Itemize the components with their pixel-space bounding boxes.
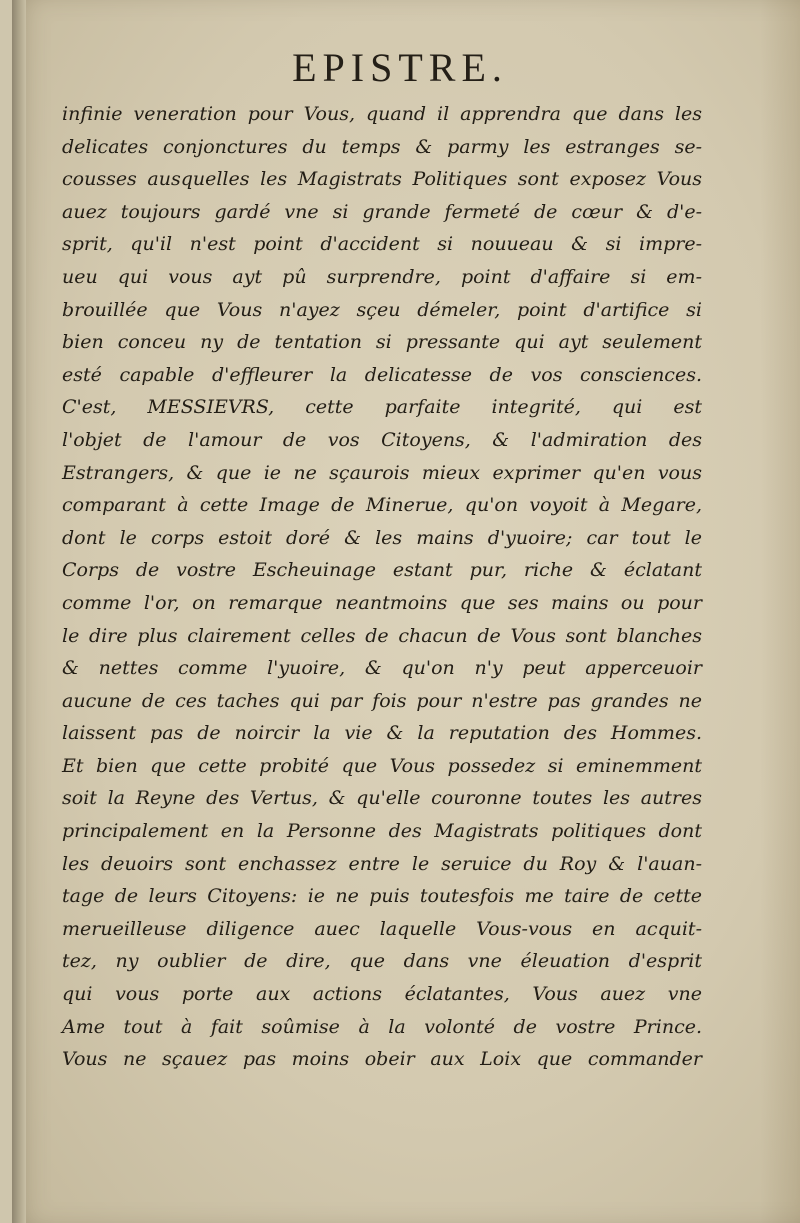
text-line: comme l'or, on remarque neantmoins que ses mains ou pour <box>62 591 702 614</box>
text-line: qui vous porte aux actions éclatantes, Vous auez vne <box>62 983 702 1006</box>
text-line: soit la Reyne des Vertus, & qu'elle couronne toutes les autres <box>62 787 702 810</box>
page-heading: EPISTRE. <box>292 45 508 90</box>
text-line: aucune de ces taches qui par fois pour n'estre pas grandes ne <box>62 689 702 712</box>
page-edge-shade <box>760 0 800 1223</box>
text-line: merueilleuse diligence auec laquelle Vous-vous en acquit- <box>62 917 702 940</box>
text-line: & nettes comme l'yuoire, & qu'on n'y peut apperceuoir <box>62 657 702 680</box>
text-line: Estrangers, & que ie ne sçaurois mieux exprimer qu'en vous <box>62 461 702 484</box>
text-line: le dire plus clairement celles de chacun de Vous sont blanches <box>62 624 702 647</box>
text-line: sprit, qu'il n'est point d'accident si nouueau & si impre- <box>62 233 702 256</box>
book-spine-shadow <box>12 0 26 1223</box>
text-line: les deuoirs sont enchassez entre le seruice du Roy & l'auan- <box>62 852 702 875</box>
text-line: brouillée que Vous n'ayez sçeu démeler, point d'artifice si <box>62 298 702 321</box>
text-line: principalement en la Personne des Magistrats politiques dont <box>62 820 702 843</box>
text-line: comparant à cette Image de Minerue, qu'on voyoit à Megare, <box>62 494 702 517</box>
text-line: auez toujours gardé vne si grande fermeté de cœur & d'e- <box>62 200 702 223</box>
text-line: esté capable d'effleurer la delicatesse de vos consciences. <box>62 363 702 386</box>
text-line: dont le corps estoit doré & les mains d'yuoire; car tout le <box>62 526 702 549</box>
text-line: laissent pas de noircir la vie & la reputation des Hommes. <box>62 722 702 745</box>
text-line: infinie veneration pour Vous, quand il apprendra que dans les <box>62 103 702 125</box>
text-line: cousses ausquelles les Magistrats Politiques sont exposez Vous <box>62 168 702 191</box>
text-line: Et bien que cette probité que Vous possedez si eminemment <box>62 754 702 777</box>
text-line: delicates conjonctures du temps & parmy les estranges se- <box>62 135 702 158</box>
text-line: tage de leurs Citoyens: ie ne puis toutesfois me taire de cette <box>62 885 702 908</box>
page-text <box>62 98 702 1076</box>
text-line: tez, ny oublier de dire, que dans vne éleuation d'esprit <box>62 950 702 973</box>
text-line: Corps de vostre Escheuinage estant pur, riche & éclatant <box>62 559 702 582</box>
text-line: Vous ne sçauez pas moins obeir aux Loix que commander <box>62 1048 702 1071</box>
text-line: Ame tout à fait soûmise à la volonté de vostre Prince. <box>62 1015 702 1038</box>
text-line: C'est, MESSIEVRS, cette parfaite integrité, qui est <box>62 396 702 419</box>
text-line: l'objet de l'amour de vos Citoyens, & l'admiration des <box>62 428 702 451</box>
text-line: ueu qui vous ayt pû surprendre, point d'affaire si em- <box>62 265 702 288</box>
text-line: bien conceu ny de tentation si pressante qui ayt seulement <box>62 331 702 354</box>
